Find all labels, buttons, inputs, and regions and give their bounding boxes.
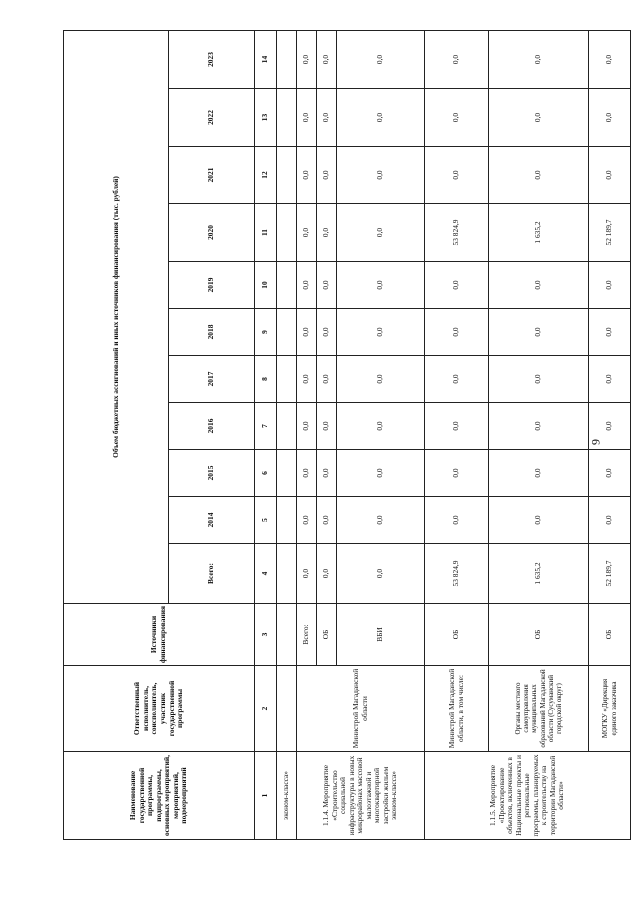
table-row bbox=[589, 31, 631, 840]
cell-value: 0,0 bbox=[425, 89, 489, 147]
cell-total: 52 189,7 bbox=[589, 544, 631, 604]
cell-value: 0,0 bbox=[337, 31, 425, 89]
col-number: 3 bbox=[255, 604, 277, 666]
cell-value: 0,0 bbox=[425, 147, 489, 204]
table-row bbox=[489, 31, 589, 840]
cell-value: 0,0 bbox=[489, 89, 589, 147]
header-year: 2018 bbox=[169, 309, 255, 356]
table-row bbox=[425, 31, 489, 840]
col-number: 4 bbox=[255, 544, 277, 604]
cell-value: 0,0 bbox=[317, 403, 337, 450]
cell-total: 0,0 bbox=[337, 544, 425, 604]
header-year: 2014 bbox=[169, 497, 255, 544]
cell-value: 0,0 bbox=[317, 147, 337, 204]
column-number-row bbox=[255, 31, 277, 840]
cell-executor: МОГКУ «Дирекция единого заказчика bbox=[589, 666, 631, 752]
cell-value: 1 635,2 bbox=[489, 204, 589, 262]
header-year: 2020 bbox=[169, 204, 255, 262]
cell-value: 0,0 bbox=[297, 403, 317, 450]
cell-source bbox=[277, 604, 297, 666]
table-row bbox=[297, 31, 317, 840]
cell-source: ОБ bbox=[489, 604, 589, 666]
cell-value bbox=[277, 356, 297, 403]
cell-source: Всего: bbox=[297, 604, 317, 666]
page-number: 9 bbox=[588, 439, 603, 445]
cell-value bbox=[277, 147, 297, 204]
cell-name: 1.1.4. Мероприятие «Строительство социальной инфраструктуры в новых микрорайонах массовой малоэтажной и многоквартирной застройки жильем эконом-класса» bbox=[297, 752, 425, 840]
cell-executor: Министрой Магаданской области, в том числе: bbox=[425, 666, 489, 752]
cell-value: 0,0 bbox=[317, 31, 337, 89]
cell-value: 0,0 bbox=[337, 147, 425, 204]
cell-value: 0,0 bbox=[337, 204, 425, 262]
cell-value: 0,0 bbox=[425, 497, 489, 544]
header-source: Источники финансирования bbox=[64, 604, 255, 666]
cell-value: 0,0 bbox=[589, 403, 631, 450]
cell-value: 0,0 bbox=[489, 356, 589, 403]
cell-value: 0,0 bbox=[589, 497, 631, 544]
cell-value bbox=[277, 262, 297, 309]
cell-value: 0,0 bbox=[337, 403, 425, 450]
table-row bbox=[277, 31, 297, 840]
cell-value: 52 189,7 bbox=[589, 204, 631, 262]
financing-table bbox=[63, 30, 631, 840]
cell-source: ОБ bbox=[589, 604, 631, 666]
cell-value: 0,0 bbox=[425, 309, 489, 356]
col-number: 12 bbox=[255, 147, 277, 204]
cell-value: 0,0 bbox=[589, 450, 631, 497]
cell-value: 0,0 bbox=[297, 497, 317, 544]
col-number: 8 bbox=[255, 356, 277, 403]
cell-value: 0,0 bbox=[489, 497, 589, 544]
cell-value: 0,0 bbox=[317, 450, 337, 497]
cell-value: 0,0 bbox=[489, 403, 589, 450]
cell-value bbox=[277, 403, 297, 450]
cell-value: 0,0 bbox=[489, 31, 589, 89]
cell-value bbox=[277, 309, 297, 356]
header-year: 2021 bbox=[169, 147, 255, 204]
cell-value: 0,0 bbox=[297, 31, 317, 89]
cell-value: 0,0 bbox=[425, 450, 489, 497]
cell-executor bbox=[277, 666, 297, 752]
cell-total: 1 635,2 bbox=[489, 544, 589, 604]
cell-name: 1.1.5. Мероприятие «Проектирование объектов, включенных в Национальные проекты и региональные программы, планируемых к строительству на территории Магаданской области» bbox=[425, 752, 631, 840]
cell-value: 0,0 bbox=[337, 262, 425, 309]
cell-value bbox=[277, 89, 297, 147]
cell-value: 0,0 bbox=[489, 262, 589, 309]
cell-value bbox=[277, 31, 297, 89]
col-number: 9 bbox=[255, 309, 277, 356]
cell-value: 0,0 bbox=[297, 147, 317, 204]
cell-value: 0,0 bbox=[489, 147, 589, 204]
cell-value: 0,0 bbox=[297, 89, 317, 147]
header-executor: Ответственный исполнитель, соисполнитель, участник государственной программы bbox=[64, 666, 255, 752]
cell-value: 0,0 bbox=[589, 262, 631, 309]
cell-value: 0,0 bbox=[337, 309, 425, 356]
col-number: 2 bbox=[255, 666, 277, 752]
cell-value: 0,0 bbox=[317, 204, 337, 262]
cell-value bbox=[277, 450, 297, 497]
cell-value: 0,0 bbox=[589, 147, 631, 204]
cell-executor: Органы местного самоуправления муниципальных образований Магаданской области (Сусуманский городской округ) bbox=[489, 666, 589, 752]
cell-total bbox=[277, 544, 297, 604]
cell-value: 0,0 bbox=[337, 497, 425, 544]
col-number: 5 bbox=[255, 497, 277, 544]
col-number: 1 bbox=[255, 752, 277, 840]
cell-source: ВБИ bbox=[337, 604, 425, 666]
cell-value: 0,0 bbox=[317, 497, 337, 544]
col-number: 6 bbox=[255, 450, 277, 497]
header-row-1 bbox=[64, 31, 169, 840]
cell-value: 0,0 bbox=[425, 356, 489, 403]
header-year: 2017 bbox=[169, 356, 255, 403]
cell-value: 0,0 bbox=[317, 89, 337, 147]
cell-executor: Министрой Магаданской области bbox=[297, 666, 425, 752]
header-year: 2019 bbox=[169, 262, 255, 309]
header-year: 2015 bbox=[169, 450, 255, 497]
col-number: 7 bbox=[255, 403, 277, 450]
cell-name: эконом-класса» bbox=[277, 752, 297, 840]
cell-value: 0,0 bbox=[317, 262, 337, 309]
col-number: 14 bbox=[255, 31, 277, 89]
header-year: 2023 bbox=[169, 31, 255, 89]
col-number: 13 bbox=[255, 89, 277, 147]
cell-value: 0,0 bbox=[425, 262, 489, 309]
cell-value: 0,0 bbox=[297, 262, 317, 309]
cell-value: 0,0 bbox=[317, 309, 337, 356]
cell-value: 0,0 bbox=[589, 89, 631, 147]
header-total: Всего: bbox=[169, 544, 255, 604]
col-number: 11 bbox=[255, 204, 277, 262]
cell-source: ОБ bbox=[317, 604, 337, 666]
cell-value: 0,0 bbox=[489, 309, 589, 356]
cell-value: 0,0 bbox=[425, 31, 489, 89]
cell-value: 0,0 bbox=[589, 356, 631, 403]
cell-value: 0,0 bbox=[337, 356, 425, 403]
col-number: 10 bbox=[255, 262, 277, 309]
header-year: 2016 bbox=[169, 403, 255, 450]
cell-total: 0,0 bbox=[317, 544, 337, 604]
cell-value: 0,0 bbox=[489, 450, 589, 497]
cell-total: 0,0 bbox=[297, 544, 317, 604]
cell-value: 0,0 bbox=[297, 309, 317, 356]
cell-value: 0,0 bbox=[425, 403, 489, 450]
header-year: 2022 bbox=[169, 89, 255, 147]
cell-value: 53 824,9 bbox=[425, 204, 489, 262]
cell-value: 0,0 bbox=[337, 89, 425, 147]
cell-value: 0,0 bbox=[589, 31, 631, 89]
cell-value: 0,0 bbox=[589, 309, 631, 356]
cell-value bbox=[277, 204, 297, 262]
cell-value: 0,0 bbox=[297, 204, 317, 262]
cell-total: 53 824,9 bbox=[425, 544, 489, 604]
cell-value: 0,0 bbox=[337, 450, 425, 497]
cell-source: ОБ bbox=[425, 604, 489, 666]
cell-value: 0,0 bbox=[297, 450, 317, 497]
rotated-table-wrapper bbox=[63, 30, 631, 840]
cell-value: 0,0 bbox=[297, 356, 317, 403]
header-name: Наименование государственной программы, подпрограммы, основных мероприятий, мероприятий, подмероприятий bbox=[64, 752, 255, 840]
cell-value: 0,0 bbox=[317, 356, 337, 403]
cell-value bbox=[277, 497, 297, 544]
header-volume: Объем бюджетных ассигнований и иных источников финансирования (тыс. рублей) bbox=[64, 31, 169, 604]
